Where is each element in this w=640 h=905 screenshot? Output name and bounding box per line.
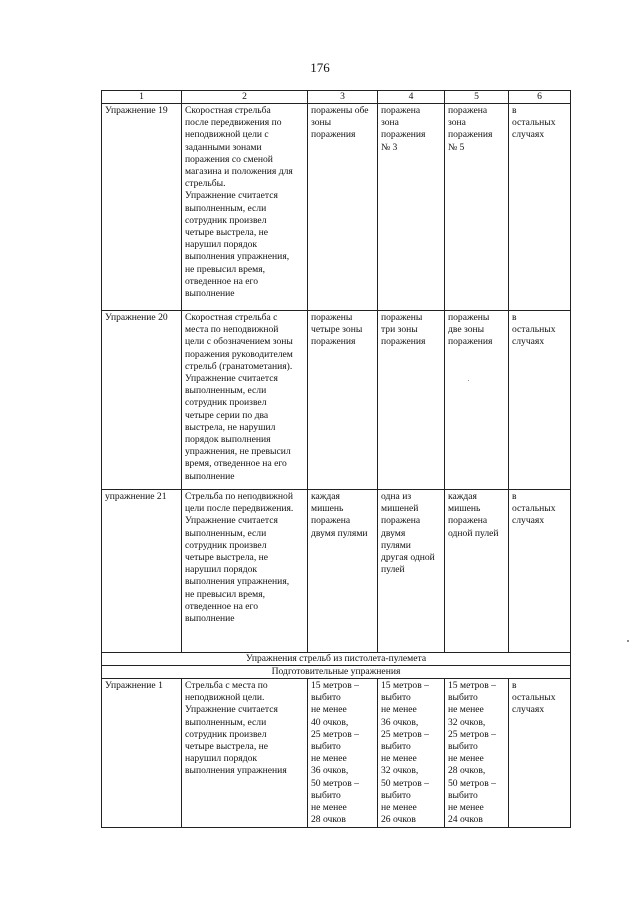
cell-line: поражения (311, 129, 356, 141)
cell-line: в (512, 105, 517, 116)
cell-line: зона (448, 117, 466, 129)
column-header-2: 2 (182, 91, 308, 104)
cell-line: нарушил порядок (185, 564, 258, 576)
grade-excellent-cell (308, 311, 378, 490)
cell-line: поражена (381, 515, 421, 527)
cell-line: 15 метров – (311, 680, 359, 691)
cell-line: поражена (448, 105, 488, 116)
cell-line: 25 метров – (448, 728, 496, 740)
cell-line: четыре выстрела, не (185, 227, 269, 239)
cell-line: № 3 (381, 141, 398, 153)
cell-line: Стрельба с места по (185, 680, 268, 691)
cell-line: поражены (311, 312, 353, 323)
scan-speck (468, 380, 469, 381)
cell-line: выбито (448, 789, 478, 801)
header-row (102, 91, 571, 104)
cell-line: не менее (381, 753, 417, 765)
cell-line: в (512, 491, 517, 502)
cell-line: 15 метров – (448, 680, 496, 691)
cell-line: 25 метров – (311, 728, 359, 740)
cell-line: сотрудник произвел (185, 539, 267, 551)
grade-good-cell (378, 679, 445, 828)
cell-line: Скоростная стрельба (185, 105, 271, 116)
cell-line: время, отведенное на его (185, 458, 287, 470)
cell-line: выбито (311, 692, 341, 704)
exercise-table (101, 90, 571, 828)
cell-line: поражена (381, 105, 421, 116)
cell-line: 25 метров – (381, 728, 429, 740)
cell-line: поражения (311, 336, 356, 348)
grade-satisfactory-cell (445, 311, 509, 490)
grade-unsatisfactory-cell (509, 490, 571, 653)
cell-line: 50 метров – (311, 777, 359, 789)
cell-line: двумя (381, 527, 406, 539)
cell-line: поражения (381, 129, 426, 141)
cell-line: неподвижной цели. (185, 692, 265, 704)
column-header-1: 1 (102, 91, 182, 104)
cell-line: каждая (448, 491, 477, 502)
cell-line: остальных (512, 117, 556, 129)
cell-line: две зоны (448, 324, 485, 336)
cell-line: остальных (512, 692, 556, 704)
scan-speck (627, 640, 629, 642)
cell-line: не превысил время, (185, 588, 266, 600)
subsection-title-row (102, 666, 571, 679)
cell-line: пулями (381, 539, 411, 551)
cell-line: № 5 (448, 141, 465, 153)
cell-line: не превысил время, (185, 263, 266, 275)
cell-line: 40 очков, (311, 716, 349, 728)
table-row (102, 311, 571, 490)
cell-line: 15 метров – (381, 680, 429, 691)
cell-line: выполненным, если (185, 385, 267, 397)
cell-line: четыре серии по два (185, 409, 269, 421)
cell-line: сотрудник произвел (185, 728, 267, 740)
cell-line: нарушил порядок (185, 753, 258, 765)
table-row (102, 679, 571, 828)
cell-line: выбито (381, 789, 411, 801)
cell-line: случаях (512, 515, 545, 527)
cell-line: выстрела, не нарушил (185, 421, 276, 433)
exercise-description-cell (182, 679, 308, 828)
cell-line: зона (381, 117, 399, 129)
exercise-description-cell (182, 490, 308, 653)
cell-line: не менее (448, 753, 484, 765)
cell-line: в (512, 312, 517, 323)
cell-line: 32 очков, (448, 716, 486, 728)
cell-line: выполнение (185, 288, 235, 300)
column-header-4: 4 (378, 91, 445, 104)
section-title-row (102, 653, 571, 666)
cell-line: не менее (311, 704, 347, 716)
cell-line: 28 очков (311, 814, 346, 826)
cell-line: отведенное на его (185, 275, 258, 287)
exercise-name-cell: Упражнение 1 (102, 679, 182, 828)
cell-line: поражены (448, 312, 490, 323)
cell-line: Упражнение считается (185, 190, 278, 202)
cell-line: четыре зоны (311, 324, 363, 336)
cell-line: выполнения упражнения, (185, 251, 290, 263)
page-number: 176 (310, 60, 330, 75)
cell-line: поражения (381, 336, 426, 348)
cell-line: три зоны (381, 324, 418, 336)
grade-good-cell (378, 104, 445, 311)
column-header-5: 5 (445, 91, 509, 104)
cell-line: выполненным, если (185, 527, 267, 539)
grade-good-cell (378, 490, 445, 653)
cell-line: выбито (448, 692, 478, 704)
cell-line: не менее (381, 704, 417, 716)
cell-line: места по неподвижной (185, 324, 279, 336)
grade-excellent-cell (308, 104, 378, 311)
cell-line: поражения со сменой (185, 153, 273, 165)
exercise-name-cell: Упражнение 19 (102, 104, 182, 311)
cell-line: Упражнение считается (185, 515, 278, 527)
cell-line: не менее (381, 802, 417, 814)
exercise-name-cell: Упражнение 20 (102, 311, 182, 490)
cell-line: выполнение (185, 613, 235, 625)
cell-line: выполненным, если (185, 202, 267, 214)
cell-line: поражена (448, 515, 488, 527)
cell-line: упражнения, не превысил (185, 446, 291, 458)
cell-line: поражены (381, 312, 423, 323)
subsection-title: Подготовительные упражнения (102, 666, 571, 679)
cell-line: четыре выстрела, не (185, 552, 269, 564)
cell-line: поражена (311, 515, 351, 527)
column-header-3: 3 (308, 91, 378, 104)
cell-line: 26 очков (381, 814, 416, 826)
cell-line: стрельб (гранатометания). (185, 360, 293, 372)
cell-line: не менее (311, 802, 347, 814)
grade-satisfactory-cell (445, 490, 509, 653)
cell-line: выбито (311, 741, 341, 753)
cell-line: выбито (381, 692, 411, 704)
cell-line: в (512, 680, 517, 691)
cell-line: выбито (381, 741, 411, 753)
grade-satisfactory-cell (445, 679, 509, 828)
cell-line: каждая (311, 491, 340, 502)
cell-line: не менее (448, 704, 484, 716)
cell-line: остальных (512, 503, 556, 515)
grade-good-cell (378, 311, 445, 490)
cell-line: случаях (512, 129, 545, 141)
cell-line: Стрельба по неподвижной (185, 491, 293, 502)
grade-excellent-cell (308, 679, 378, 828)
cell-line: 50 метров – (381, 777, 429, 789)
cell-line: другая одной (381, 552, 435, 564)
section-title: Упражнения стрельб из пистолета-пулемета (102, 653, 571, 666)
cell-line: заданными зонами (185, 141, 262, 153)
cell-line: 36 очков, (311, 765, 349, 777)
cell-line: двумя пулями (311, 527, 368, 539)
table-row (102, 490, 571, 653)
cell-line: отведенное на его (185, 600, 258, 612)
cell-line: стрельбы. (185, 178, 226, 190)
cell-line: поражены обе (311, 105, 369, 116)
cell-line: выбито (448, 741, 478, 753)
cell-line: сотрудник произвел (185, 397, 267, 409)
cell-line: поражения руководителем (185, 348, 293, 360)
cell-line: остальных (512, 324, 556, 336)
cell-line: случаях (512, 704, 545, 716)
grade-unsatisfactory-cell (509, 104, 571, 311)
cell-line: 28 очков, (448, 765, 486, 777)
cell-line: выполнения упражнения (185, 765, 287, 777)
cell-line: выполнение (185, 470, 235, 482)
exercise-description-cell (182, 311, 308, 490)
cell-line: не менее (311, 753, 347, 765)
cell-line: цели с обозначением зоны (185, 336, 293, 348)
cell-line: поражения (448, 129, 493, 141)
grade-unsatisfactory-cell (509, 679, 571, 828)
cell-line: одна из (381, 491, 412, 502)
cell-line: пулей (381, 564, 405, 576)
cell-line: мишень (448, 503, 481, 515)
cell-line: 24 очков (448, 814, 483, 826)
cell-line: Упражнение считается (185, 373, 278, 385)
cell-line: выбито (311, 789, 341, 801)
exercise-description-cell (182, 104, 308, 311)
cell-line: выполненным, если (185, 716, 267, 728)
cell-line: 32 очков, (381, 765, 419, 777)
cell-line: цели после передвижения. (185, 503, 294, 515)
cell-line: сотрудник произвел (185, 214, 267, 226)
grade-satisfactory-cell (445, 104, 509, 311)
table-body (102, 91, 571, 828)
grade-unsatisfactory-cell (509, 311, 571, 490)
cell-line: четыре выстрела, не (185, 741, 269, 753)
cell-line: мишень (311, 503, 344, 515)
cell-line: выполнения упражнения, (185, 576, 290, 588)
cell-line: мишеней (381, 503, 419, 515)
cell-line: Упражнение считается (185, 704, 278, 716)
cell-line: 36 очков, (381, 716, 419, 728)
grade-excellent-cell (308, 490, 378, 653)
cell-line: случаях (512, 336, 545, 348)
cell-line: после передвижения по (185, 117, 282, 129)
cell-line: зоны (311, 117, 332, 129)
column-header-6: 6 (509, 91, 571, 104)
cell-line: порядок выполнения (185, 434, 271, 446)
table-row (102, 104, 571, 311)
cell-line: 50 метров – (448, 777, 496, 789)
cell-line: не менее (448, 802, 484, 814)
cell-line: поражения (448, 336, 493, 348)
cell-line: магазина и положения для (185, 166, 293, 178)
exercise-name-cell: упражнение 21 (102, 490, 182, 653)
cell-line: нарушил порядок (185, 239, 258, 251)
cell-line: Скоростная стрельба с (185, 312, 278, 323)
cell-line: неподвижной цели с (185, 129, 269, 141)
cell-line: одной пулей (448, 527, 499, 539)
